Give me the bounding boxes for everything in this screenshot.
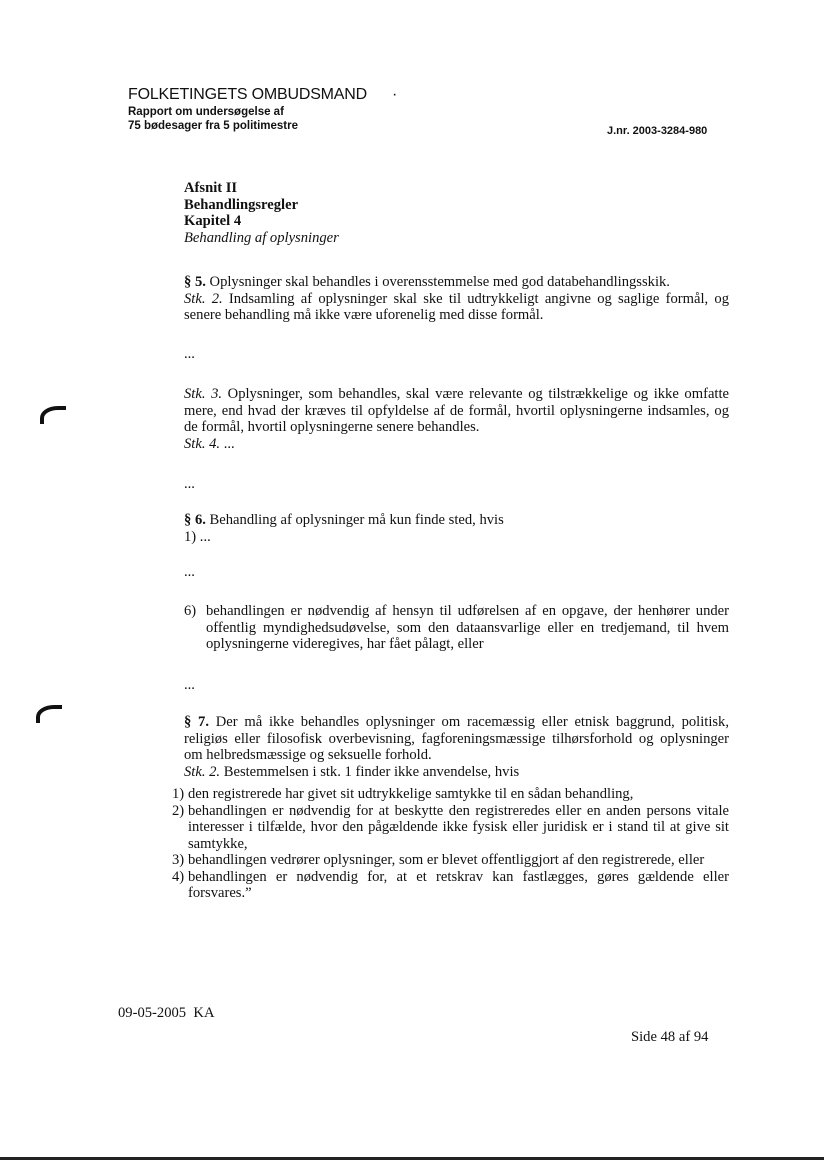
list-item-number: 4) — [172, 868, 185, 885]
p6-ellipsis-2: ... — [184, 677, 195, 693]
p7-stk2-text: Bestemmelsen i stk. 1 finder ikke anvendelse, hvis — [220, 763, 520, 780]
p6-text: Behandling af oplysninger må kun finde sted, hvis — [205, 512, 504, 528]
p5-stk3-label: Stk. 3. — [184, 386, 223, 402]
list-item-number: 1) — [172, 786, 185, 802]
p7-condition-list — [172, 786, 729, 902]
list-item-number: 3) — [172, 852, 185, 868]
p6-item-1: 1) ... — [184, 528, 211, 545]
p6-item-6-text: behandlingen er nødvendig af hensyn til udførelsen af en opgave, der henhører under offentlig myndighedsudøvelse, som den dataansvarlige eller en tredjemand, til hvem oplysningerne videregives, har fået pålagt, eller — [206, 603, 729, 652]
footer-initials: KA — [193, 1005, 215, 1021]
footer-date-initials — [118, 1005, 215, 1022]
list-item — [172, 803, 729, 853]
header-mark: · — [392, 86, 398, 103]
p5-ellipsis-1: ... — [184, 346, 195, 362]
p5-stk4-label: Stk. 4. — [184, 435, 221, 452]
p5-stk3-text: Oplysninger, som behandles, skal være relevante og tilstrækkelige og ikke omfatte mere, end hvad der kræves til opfyldelse af de formål, hvortil oplysningerne indsamles, og de formål, hvortil oplysningerne senere behandles. — [184, 386, 730, 435]
p5-stk3 — [184, 386, 729, 452]
p7-text: Der må ikke behandles oplysninger om racemæssig eller etnisk baggrund, politisk, religiøs eller filosofisk overbevisning, fagforeningsmæssige tilhørsforhold og oplysninger om helbredsmæssige og seksuelle forhold. — [184, 714, 730, 763]
kapitel-title: Behandling af oplysninger — [184, 229, 339, 246]
section-headings — [184, 180, 729, 246]
p7-stk2-label: Stk. 2. — [184, 763, 221, 780]
afsnit-heading: Afsnit II — [184, 180, 238, 196]
list-item — [172, 852, 729, 869]
report-subtitle-line1: Rapport om undersøgelse af — [128, 106, 284, 118]
list-item-text: behandlingen er nødvendig for at beskytte den registreredes eller en anden persons vitale interesser i tilfælde, hvor den pågældende ikke fysisk eller juridisk er i stand til at give sit samtykke, — [188, 802, 729, 852]
footer-date: 09-05-2005 — [118, 1005, 187, 1021]
bottom-scan-edge — [0, 1157, 824, 1160]
journal-number: J.nr. 2003-3284-980 — [607, 125, 708, 137]
p6-label: § 6. — [184, 512, 206, 528]
margin-mark-upper — [40, 406, 66, 424]
list-item — [172, 786, 729, 803]
behandlingsregler-heading: Behandlingsregler — [184, 196, 299, 213]
kapitel-heading: Kapitel 4 — [184, 213, 242, 229]
p5-stk4-text: ... — [220, 435, 235, 452]
paragraph-5 — [184, 274, 729, 324]
p6-ellipsis-1: ... — [184, 564, 195, 580]
p5-text: Oplysninger skal behandles i overensstemmelse med god databehandlingsskik. — [205, 274, 670, 290]
list-item-number: 2) — [172, 802, 185, 819]
p5-stk2-label: Stk. 2. — [184, 290, 223, 307]
report-issuer: FOLKETINGETS OMBUDSMAND — [128, 86, 367, 103]
report-subtitle-line2: 75 bødesager fra 5 politimestre — [128, 120, 299, 132]
p6-item-6 — [184, 603, 729, 653]
list-item-text: behandlingen er nødvendig for, at et retskrav kan fastlægges, gøres gældende eller forsvares.” — [188, 868, 729, 901]
p5-stk2-text: Indsamling af oplysninger skal ske til udtrykkeligt angivne og saglige formål, og senere behandling må ikke være uforenelig med disse formål. — [184, 290, 729, 323]
paragraph-7 — [184, 714, 729, 780]
p5-label: § 5. — [184, 274, 206, 290]
p7-label: § 7. — [184, 714, 209, 730]
list-item-text: den registrerede har givet sit udtrykkelige samtykke til en sådan behandling, — [188, 786, 634, 802]
p6-item-6-num: 6) — [184, 603, 197, 619]
page-number: Side 48 af 94 — [631, 1029, 709, 1045]
margin-mark-lower — [36, 705, 62, 723]
list-item — [172, 869, 729, 902]
p5-ellipsis-2: ... — [184, 476, 195, 492]
list-item-text: behandlingen vedrører oplysninger, som er blevet offentliggjort af den registrerede, eller — [188, 852, 705, 868]
paragraph-6 — [184, 512, 729, 545]
